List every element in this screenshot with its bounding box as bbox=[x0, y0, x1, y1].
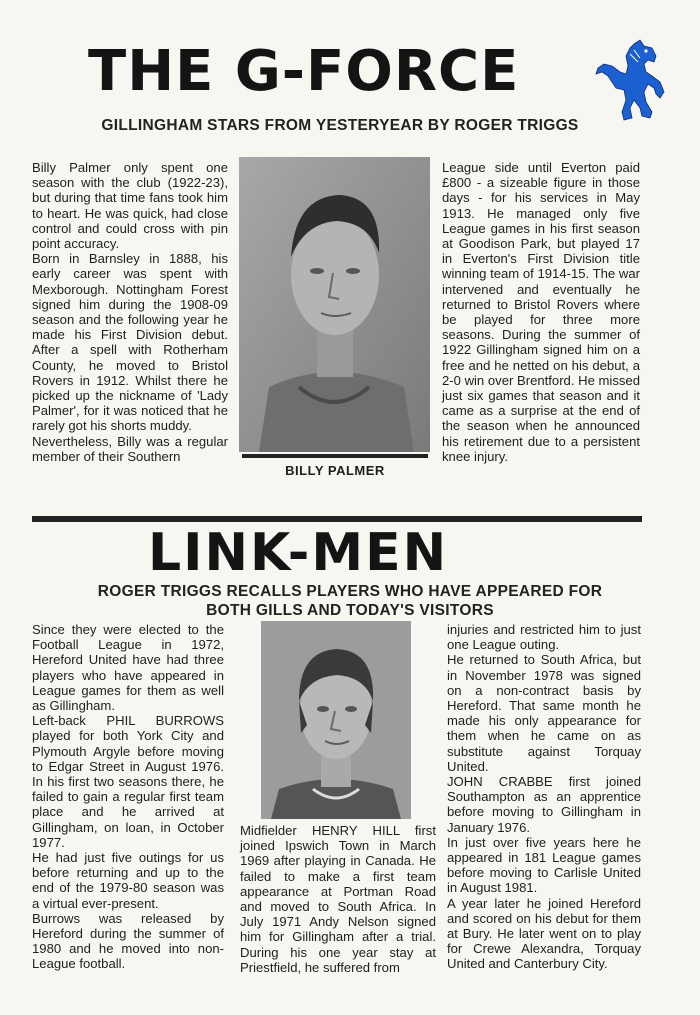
henry-hill-photo bbox=[261, 621, 411, 819]
article2-title: LINK-MEN bbox=[148, 523, 449, 583]
article-divider bbox=[32, 516, 642, 522]
paragraph: Left-back PHIL BURROWS played for both York City and Plymouth Argyle before moving to Edgar Street in August 1976. In his first two seasons there, he failed to gain a regular first team place and he arrived at Gillingham, on loan, in October 1977. bbox=[32, 713, 224, 850]
paragraph: Burrows was released by Hereford during the summer of 1980 and he moved into non-League football. bbox=[32, 910, 224, 972]
portrait-placeholder-icon bbox=[261, 621, 411, 819]
paragraph: Billy Palmer only spent one season with the club (1922-23), but during that time fans took him to heart. He was quick, had close control and could cross with pin point accuracy. bbox=[32, 160, 228, 252]
paragraph: He returned to South Africa, but in November 1978 was signed on a non-contract basis by Hereford. That same month he made his only appearance for them when he came on as substitute against Torquay United. bbox=[447, 652, 641, 774]
article2-subtitle-line2: BOTH GILLS AND TODAY'S VISITORS bbox=[206, 602, 494, 619]
paragraph: League side until Everton paid £800 - a sizeable figure in those days - for his services in May 1913. He managed only five League games in his first season at Goodison Park, but played 17 in Everton's First Division title winning team of 1914-15. The war intervened and eventually he returned to Bristol Rovers where be played for three more seasons. During the summer of 1922 Gillingham signed him on a free and he netted on his debut, a 2-0 win over Brentford. He missed just six games that season and it came as a surprise at the end of the season when he announced his retirement due to a persistent knee injury. bbox=[442, 160, 640, 464]
paragraph: injuries and restricted him to just one League outing. bbox=[447, 622, 641, 653]
article1-title: THE G-FORCE bbox=[88, 39, 520, 104]
article1-column-2 bbox=[442, 160, 640, 464]
article1-subtitle: GILLINGHAM STARS FROM YESTERYEAR BY ROGER TRIGGS bbox=[101, 117, 579, 134]
article1-column-1 bbox=[32, 160, 228, 464]
article2-column-1 bbox=[32, 622, 224, 972]
portrait-placeholder-icon bbox=[239, 157, 430, 452]
paragraph: A year later he joined Hereford and scored on his debut for them at Bury. He later went on to play for Crewe Alexandra, Torquay United and Canterbury City. bbox=[447, 895, 641, 972]
paragraph: In just over five years here he appeared in 181 League games before moving to Carlisle United in August 1981. bbox=[447, 834, 641, 896]
paragraph: Born in Barnsley in 1888, his early career was spent with Mexborough. Nottingham Forest signed him during the 1908-09 season and the following year he made his First Division debut. After a spell with Rotherham County, he moved to Bristol Rovers in 1912. Whilst there he picked up the nickname of 'Lady Palmer', for it was noticed that he rarely got his shorts muddy. bbox=[32, 251, 228, 434]
billy-palmer-caption: BILLY PALMER bbox=[285, 463, 385, 478]
paragraph: He had just five outings for us before returning and up to the end of the 1979-80 season was a virtual ever-present. bbox=[32, 850, 224, 911]
article2-column-2 bbox=[240, 823, 436, 975]
article2-column-3 bbox=[447, 622, 641, 972]
paragraph: Midfielder HENRY HILL first joined Ipswich Town in March 1969 after playing in Canada. He failed to make a first team appearance at Portman Road and moved to South Africa. In July 1971 Andy Nelson signed him for Gillingham after a trial. During his one year stay at Priestfield, he suffered from bbox=[240, 823, 436, 975]
paragraph: Nevertheless, Billy was a regular member of their Southern bbox=[32, 433, 228, 464]
paragraph: JOHN CRABBE first joined Southampton as an apprentice before moving to Gillingham in January 1976. bbox=[447, 774, 641, 835]
gillingham-horse-logo bbox=[594, 38, 674, 124]
billy-palmer-photo bbox=[239, 157, 430, 452]
article2-subtitle-line1: ROGER TRIGGS RECALLS PLAYERS WHO HAVE APPEARED FOR bbox=[97, 583, 603, 600]
paragraph: Since they were elected to the Football League in 1972, Hereford United have had three players who have appeared in League games for them as well as Gillingham. bbox=[32, 622, 224, 714]
caption-rule bbox=[242, 454, 428, 458]
